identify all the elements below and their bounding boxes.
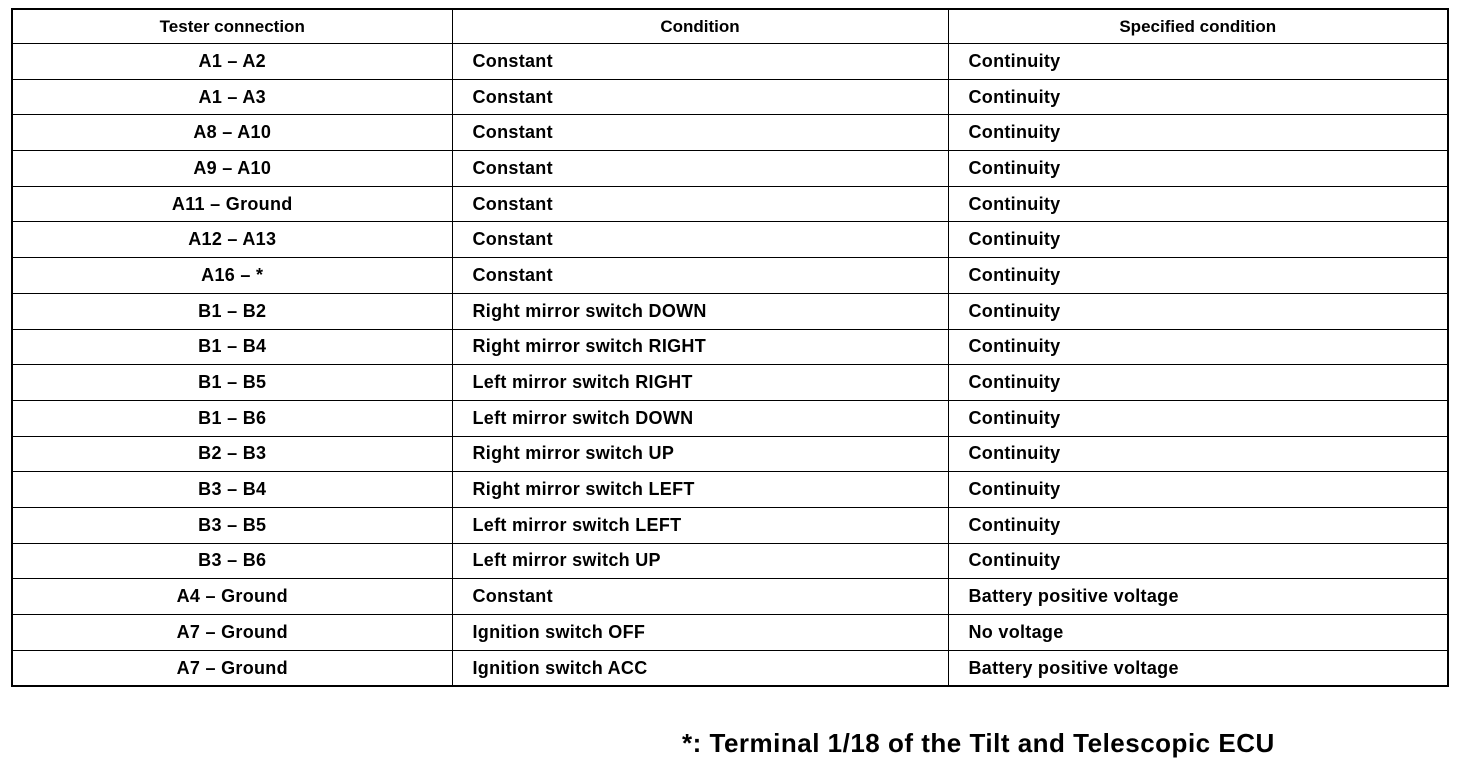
specified-condition-cell: Continuity <box>948 365 1448 401</box>
table-row <box>12 615 1448 651</box>
footnote: *: Terminal 1/18 of the Tilt and Telescopic ECU <box>682 728 1275 758</box>
header-row <box>12 9 1448 44</box>
tester-connection-cell: A11 – Ground <box>12 186 452 222</box>
specified-condition-cell: Continuity <box>948 258 1448 294</box>
specified-condition-cell: Continuity <box>948 329 1448 365</box>
table-row <box>12 365 1448 401</box>
table-row <box>12 79 1448 115</box>
condition-cell: Constant <box>452 186 948 222</box>
table-row <box>12 507 1448 543</box>
condition-cell: Constant <box>452 79 948 115</box>
specified-condition-cell: Continuity <box>948 44 1448 80</box>
tester-connection-cell: B1 – B4 <box>12 329 452 365</box>
tester-connection-cell: B2 – B3 <box>12 436 452 472</box>
specified-condition-cell: Continuity <box>948 400 1448 436</box>
specified-condition-cell: Continuity <box>948 151 1448 187</box>
condition-cell: Ignition switch ACC <box>452 650 948 686</box>
specified-condition-cell: Battery positive voltage <box>948 650 1448 686</box>
table-row <box>12 436 1448 472</box>
table-row <box>12 44 1448 80</box>
condition-cell: Constant <box>452 579 948 615</box>
table-row <box>12 293 1448 329</box>
table-row <box>12 151 1448 187</box>
condition-cell: Left mirror switch DOWN <box>452 400 948 436</box>
table-row <box>12 579 1448 615</box>
condition-cell: Left mirror switch UP <box>452 543 948 579</box>
tester-connection-cell: A7 – Ground <box>12 615 452 651</box>
tester-connection-cell: B3 – B6 <box>12 543 452 579</box>
tester-connection-cell: A12 – A13 <box>12 222 452 258</box>
condition-cell: Constant <box>452 44 948 80</box>
condition-cell: Right mirror switch UP <box>452 436 948 472</box>
table-row <box>12 222 1448 258</box>
table-row <box>12 400 1448 436</box>
specified-condition-cell: Continuity <box>948 79 1448 115</box>
table-row <box>12 258 1448 294</box>
condition-cell: Constant <box>452 151 948 187</box>
tester-connection-cell: B3 – B5 <box>12 507 452 543</box>
specified-condition-cell: Continuity <box>948 115 1448 151</box>
table-row <box>12 472 1448 508</box>
specified-condition-cell: Continuity <box>948 436 1448 472</box>
table-row <box>12 186 1448 222</box>
condition-cell: Right mirror switch DOWN <box>452 293 948 329</box>
condition-cell: Right mirror switch LEFT <box>452 472 948 508</box>
tester-connection-cell: B1 – B6 <box>12 400 452 436</box>
condition-cell: Constant <box>452 222 948 258</box>
tester-connection-cell: A8 – A10 <box>12 115 452 151</box>
specified-condition-cell: Continuity <box>948 543 1448 579</box>
inspection-table <box>11 8 1449 687</box>
condition-cell: Left mirror switch RIGHT <box>452 365 948 401</box>
header-specified-condition: Specified condition <box>948 9 1448 44</box>
header-condition: Condition <box>452 9 948 44</box>
condition-cell: Left mirror switch LEFT <box>452 507 948 543</box>
tester-connection-cell: A4 – Ground <box>12 579 452 615</box>
table-row <box>12 650 1448 686</box>
specified-condition-cell: Continuity <box>948 293 1448 329</box>
table-row <box>12 115 1448 151</box>
table-body <box>12 44 1448 687</box>
specified-condition-cell: Battery positive voltage <box>948 579 1448 615</box>
tester-connection-cell: B3 – B4 <box>12 472 452 508</box>
tester-connection-cell: A7 – Ground <box>12 650 452 686</box>
tester-connection-cell: A16 – * <box>12 258 452 294</box>
table-header <box>12 9 1448 44</box>
condition-cell: Constant <box>452 115 948 151</box>
tester-connection-cell: B1 – B2 <box>12 293 452 329</box>
specified-condition-cell: Continuity <box>948 472 1448 508</box>
condition-cell: Right mirror switch RIGHT <box>452 329 948 365</box>
table-row <box>12 543 1448 579</box>
table-row <box>12 329 1448 365</box>
tester-connection-cell: A1 – A2 <box>12 44 452 80</box>
specified-condition-cell: Continuity <box>948 186 1448 222</box>
specified-condition-cell: No voltage <box>948 615 1448 651</box>
tester-connection-cell: A1 – A3 <box>12 79 452 115</box>
condition-cell: Constant <box>452 258 948 294</box>
condition-cell: Ignition switch OFF <box>452 615 948 651</box>
header-tester-connection: Tester connection <box>12 9 452 44</box>
tester-connection-cell: A9 – A10 <box>12 151 452 187</box>
specified-condition-cell: Continuity <box>948 507 1448 543</box>
tester-connection-cell: B1 – B5 <box>12 365 452 401</box>
specified-condition-cell: Continuity <box>948 222 1448 258</box>
